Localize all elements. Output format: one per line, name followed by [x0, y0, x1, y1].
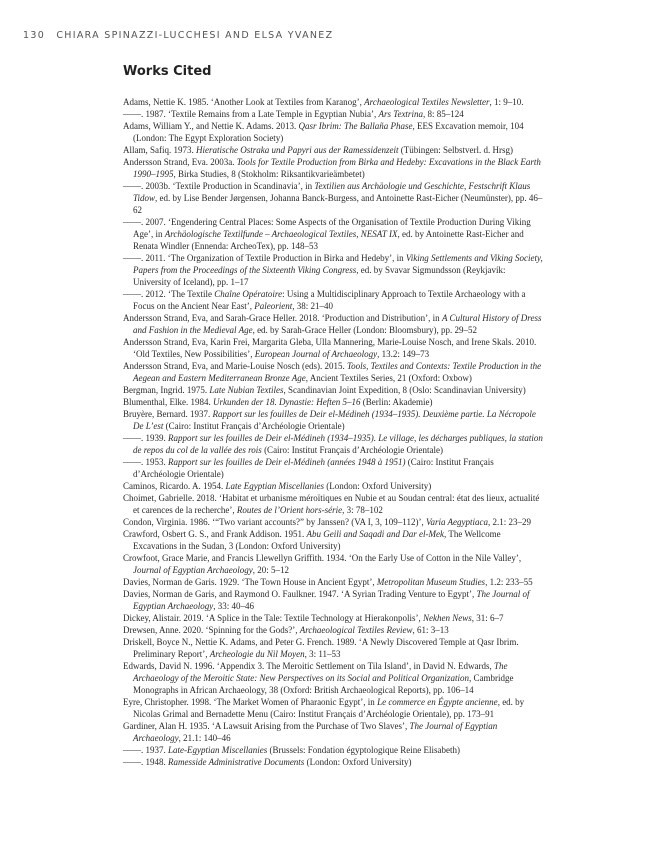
- reference-text: (Cairo: Institut Français d’Archéologie Orientale): [133, 457, 494, 479]
- reference-entry: [123, 612, 543, 624]
- reference-text: Adams, Nettie K. 1985. ‘Another Look at Textiles from Karanog’,: [123, 97, 365, 107]
- reference-title-italic: The Journal of Egyptian Archaeology: [133, 589, 530, 611]
- reference-title-italic: Late Nubian Textiles: [209, 385, 284, 395]
- reference-text: , 31: 6–7: [471, 613, 504, 623]
- reference-title-italic: Ramesside Administrative Documents: [168, 757, 305, 767]
- reference-text: , ed. by Antoinette Rast-Eicher and Renata Windler (Ennenda: ArcheoTex), pp. 148–53: [133, 229, 524, 251]
- reference-entry: [123, 336, 543, 360]
- reference-text: Gardiner, Alan H. 1935. ‘A Lawsuit Arising from the Purchase of Two Slaves’,: [123, 721, 410, 731]
- reference-text: Dickey, Alistair. 2019. ‘A Splice in the Tale: Textile Technology at Hierakonpolis’,: [123, 613, 423, 623]
- reference-text: Adams, William Y., and Nettie K. Adams. 2013.: [123, 121, 299, 131]
- reference-title-italic: Rapport sur les fouilles de Deir el-Médineh (1934–1935). Deuxième partie. La Nécropole De L’est: [133, 409, 536, 431]
- reference-text: ——. 1937.: [123, 745, 168, 755]
- reference-text: , ed. by Svavar Sigmundsson (Reykjavík: University of Iceland), pp. 1–17: [133, 265, 506, 287]
- reference-text: : Using a Multidisciplinary Approach to Textile Archaeology with a Focus on the Ancient Near East’,: [133, 289, 526, 311]
- reference-text: Bergman, Ingrid. 1975.: [123, 385, 210, 395]
- reference-entry: [123, 384, 543, 396]
- reference-text: , Cambridge Monographs in African Archaeology, 38 (Oxford: British Archaeological Reports), pp. 106–14: [133, 673, 514, 695]
- reference-entry: [123, 660, 543, 696]
- reference-title-italic: A Cultural History of Dress and Fashion in the Medieval Age: [133, 313, 542, 335]
- reference-entry: [123, 252, 543, 288]
- reference-text: Crowfoot, Grace Marie, and Francis Llewellyn Griffith. 1934. ‘On the Early Use of Cotton in the Nile Valley’,: [123, 553, 522, 563]
- reference-title-italic: Tools for Textile Production from Birka and Hedeby: Excavations in the Black Earth 1990–1995: [133, 157, 541, 179]
- reference-title-italic: Late-Egyptian Miscellanies: [168, 745, 268, 755]
- reference-entry: [123, 636, 543, 660]
- reference-text: Andersson Strand, Eva, and Sarah-Grace Heller. 2018. ‘Production and Distribution’, in: [123, 313, 442, 323]
- reference-text: , 13.2: 149–73: [377, 349, 430, 359]
- reference-entry: [123, 144, 543, 156]
- reference-title-italic: Varia Aegyptiaca: [425, 517, 489, 527]
- reference-entry: [123, 516, 543, 528]
- reference-title-italic: Journal of Egyptian Archaeology: [133, 565, 253, 575]
- reference-title-italic: Qasr Ibrim: The Ballaña Phase: [298, 121, 413, 131]
- reference-entry: [123, 360, 543, 384]
- reference-text: ——. 1939.: [123, 433, 168, 443]
- reference-title-italic: Rapport sur les fouilles de Deir el-Médineh (1934–1935). Le village, les décharges publiques, la station de repos du col de la vallée des rois: [133, 433, 543, 455]
- reference-text: Drewsen, Anne. 2020. ‘Spinning for the Gods?’,: [123, 625, 300, 635]
- reference-title-italic: Archäologische Textilfunde – Archaeological Textiles, NESAT IX: [164, 229, 398, 239]
- reference-text: (London: Oxford University): [323, 481, 432, 491]
- reference-entry: [123, 756, 543, 768]
- reference-entry: [123, 396, 543, 408]
- reference-text: Crawford, Osbert G. S., and Frank Addison. 1951.: [123, 529, 307, 539]
- reference-entry: [123, 492, 543, 516]
- reference-text: , 20: 5–12: [252, 565, 289, 575]
- reference-text: (Tübingen: Selbstverl. d. Hrsg): [398, 145, 513, 155]
- reference-entry: [123, 528, 543, 552]
- reference-title-italic: Routes de l’Orient hors-série: [236, 505, 343, 515]
- reference-text: ——. 2011. ‘The Organization of Textile Production in Birka and Hedeby’, in: [123, 253, 406, 263]
- reference-text: , ed. by Lise Bender Jørgensen, Johanna Banck-Burgess, and Antoinette Rast-Eicher (Neumünster), pp. 46–62: [133, 193, 543, 215]
- reference-text: (Berlin: Akademie): [360, 397, 433, 407]
- reference-text: ——. 1948.: [123, 757, 168, 767]
- reference-text: ——. 2007. ‘Engendering Central Places: Some Aspects of the Organisation of Textile Production During Viking Age’, in: [123, 217, 531, 239]
- reference-entry: [123, 720, 543, 744]
- reference-text: Davies, Norman de Garis. 1929. ‘The Town House in Ancient Egypt’,: [123, 577, 377, 587]
- reference-text: , Scandinavian Joint Expedition, 8 (Oslo: Scandinavian University): [283, 385, 526, 395]
- reference-entry: [123, 180, 543, 216]
- reference-entry: [123, 456, 543, 480]
- reference-title-italic: Abu Geili and Saqadi and Dar el-Mek: [306, 529, 444, 539]
- reference-entry: [123, 576, 543, 588]
- reference-title-italic: Chaîne Opératoire: [214, 289, 283, 299]
- page-number: 130: [23, 30, 46, 41]
- reference-entry: [123, 432, 543, 456]
- reference-text: (Cairo: Institut Français d’Archéologie Orientale): [261, 445, 444, 455]
- reference-title-italic: Le commerce en Égypte ancienne: [377, 697, 498, 707]
- reference-entry: [123, 624, 543, 636]
- reference-entry: [123, 588, 543, 612]
- reference-title-italic: The Archaeology of the Meroitic State: New Perspectives on its Social and Political Organization: [133, 661, 508, 683]
- section-title: Works Cited: [123, 64, 212, 79]
- reference-text: Choimet, Gabrielle. 2018. ‘Habitat et urbanisme méroïtiques en Nubie et au Soudan central: état des lieux, actualité et carences de la recherche’,: [123, 493, 540, 515]
- reference-text: Andersson Strand, Eva. 2003a.: [123, 157, 237, 167]
- reference-title-italic: Archaeological Textiles Review: [299, 625, 413, 635]
- reference-title-italic: Textilien aus Archäologie und Geschichte, Festschrift Klaus Tidow: [133, 181, 531, 203]
- reference-entry: [123, 408, 543, 432]
- reference-text: Condon, Virginia. 1986. ‘“Two variant accounts?” by Janssen? (VA I, 3, 109–112)’,: [123, 517, 426, 527]
- reference-title-italic: Late Egyptian Miscellanies: [225, 481, 324, 491]
- reference-text: Edwards, David N. 1996. ‘Appendix 3. The Meroitic Settlement on Tila Island’, in David N. Edwards,: [123, 661, 495, 671]
- running-head-authors: CHIARA SPINAZZI-LUCCHESI AND ELSA YVANEZ: [56, 30, 334, 41]
- reference-title-italic: Nekhen News: [422, 613, 472, 623]
- reference-text: , Birka Studies, 8 (Stokholm: Riksantikvarieämbetet): [173, 169, 365, 179]
- reference-text: (Brussels: Fondation égyptologique Reine Elisabeth): [267, 745, 460, 755]
- reference-title-italic: Metropolitan Museum Studies: [376, 577, 486, 587]
- reference-text: , 21.1: 140–46: [178, 733, 231, 743]
- reference-title-italic: Paleorient: [254, 301, 293, 311]
- reference-entry: [123, 288, 543, 312]
- reference-text: Andersson Strand, Eva, Karin Frei, Margarita Gleba, Ulla Mannering, Marie-Louise Nosch, and Irene Skals. 2010. ‘Old Textiles, New Possibilities’,: [123, 337, 537, 359]
- reference-title-italic: Urkunden der 18. Dynastie: Heften 5–16: [213, 397, 361, 407]
- reference-text: ——. 2003b. ‘Textile Production in Scandinavia’, in: [123, 181, 315, 191]
- reference-entry: [123, 480, 543, 492]
- reference-entry: [123, 216, 543, 252]
- reference-text: , 1.2: 233–55: [485, 577, 533, 587]
- reference-entry: [123, 96, 543, 108]
- reference-text: , 1: 9–10.: [489, 97, 524, 107]
- reference-text: Bruyère, Bernard. 1937.: [123, 409, 213, 419]
- reference-entry: [123, 120, 543, 144]
- reference-title-italic: Ars Textrina: [378, 109, 423, 119]
- reference-text: Blumenthal, Elke. 1984.: [123, 397, 213, 407]
- reference-title-italic: Hieratische Ostraka und Papyri aus der Ramessidenzeit: [196, 145, 399, 155]
- reference-text: (London: Oxford University): [304, 757, 412, 767]
- reference-title-italic: The Journal of Egyptian Archaeology: [133, 721, 498, 743]
- reference-text: , 3: 78–102: [342, 505, 383, 515]
- reference-text: Davies, Norman de Garis, and Raymond O. Faulkner. 1947. ‘A Syrian Trading Venture to Egypt’,: [123, 589, 477, 599]
- reference-text: Andersson Strand, Eva, and Marie-Louise Nosch (eds). 2015.: [123, 361, 347, 371]
- reference-title-italic: Tools, Textiles and Contexts: Textile Production in the Aegean and Eastern Mediterranean Bronze Age: [133, 361, 542, 383]
- reference-text: ——. 1953.: [123, 457, 168, 467]
- reference-title-italic: Archeologie du Nil Moyen: [209, 649, 305, 659]
- reference-text: Allam, Safiq. 1973.: [123, 145, 196, 155]
- reference-text: , 61: 3–13: [412, 625, 449, 635]
- reference-text: , 33: 40–46: [213, 601, 254, 611]
- reference-title-italic: Archaeological Textiles Newsletter: [364, 97, 490, 107]
- reference-text: , 2.1: 23–29: [488, 517, 532, 527]
- running-head: [23, 30, 333, 41]
- reference-text: , 3: 11–53: [304, 649, 341, 659]
- reference-text: , 38: 21–40: [292, 301, 333, 311]
- reference-list: [123, 96, 543, 768]
- reference-text: ——. 2012. ‘The Textile: [123, 289, 215, 299]
- reference-entry: [123, 312, 543, 336]
- reference-text: , EES Excavation memoir, 104 (London: The Egypt Exploration Society): [133, 121, 524, 143]
- reference-entry: [123, 108, 543, 120]
- reference-text: (Cairo: Institut Français d’Archéologie Orientale): [163, 421, 345, 431]
- reference-text: Caminos, Ricardo. A. 1954.: [123, 481, 226, 491]
- reference-text: , Ancient Textiles Series, 21 (Oxford: Oxbow): [305, 373, 472, 383]
- reference-text: Eyre, Christopher. 1998. ‘The Market Women of Pharaonic Egypt’, in: [123, 697, 378, 707]
- reference-text: , The Wellcome Excavations in the Sudan, 3 (London: Oxford University): [133, 529, 501, 551]
- reference-title-italic: European Journal of Archaeology: [254, 349, 378, 359]
- reference-text: Driskell, Boyce N., Nettie K. Adams, and Peter G. French. 1989. ‘A Newly Discovered Temple at Qasr Ibrim. Preliminary Report’,: [123, 637, 519, 659]
- reference-title-italic: Viking Settlements and Viking Society, Papers from the Proceedings of the Sixteenth Viking Congress: [133, 253, 543, 275]
- reference-text: , ed. by Sarah-Grace Heller (London: Bloomsbury), pp. 29–52: [252, 325, 478, 335]
- reference-title-italic: Rapport sur les fouilles de Deir el-Médineh (années 1948 à 1951): [168, 457, 406, 467]
- reference-entry: [123, 156, 543, 180]
- reference-text: , 8: 85–124: [422, 109, 464, 119]
- reference-entry: [123, 552, 543, 576]
- reference-text: , ed. by Nicolas Grimal and Bernadette Menu (Cairo: Institut Français d’Archéologie Orientale), pp. 173–91: [133, 697, 525, 719]
- reference-entry: [123, 696, 543, 720]
- reference-text: ——. 1987. ‘Textile Remains from a Late Temple in Egyptian Nubia’,: [123, 109, 379, 119]
- reference-entry: [123, 744, 543, 756]
